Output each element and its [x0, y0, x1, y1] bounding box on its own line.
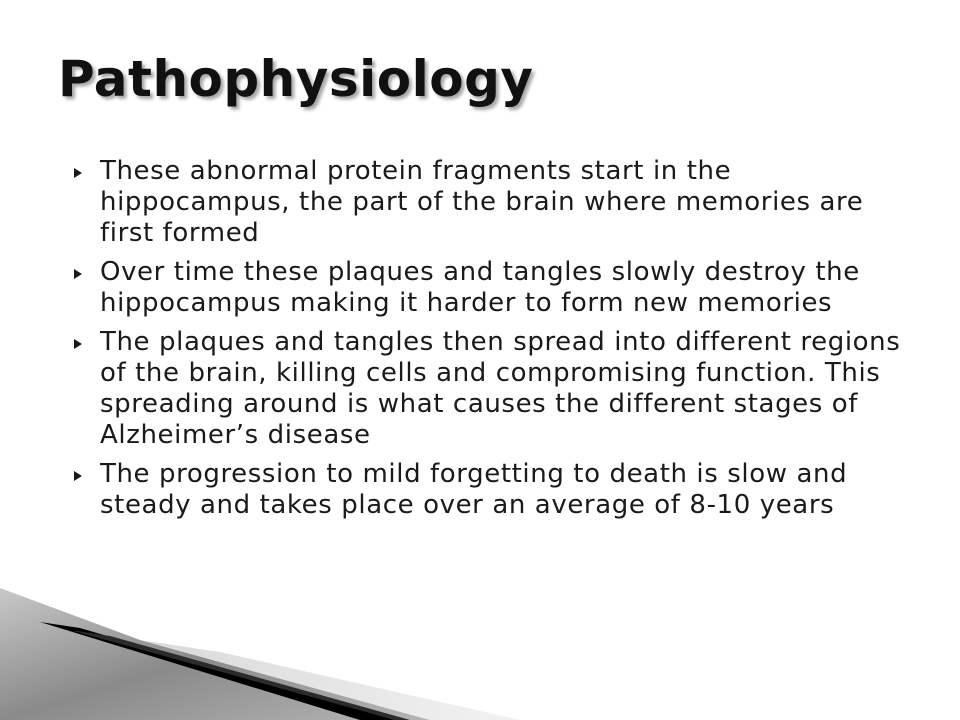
slide-title: Pathophysiology — [58, 50, 534, 108]
bullet-list — [74, 156, 904, 529]
bullet-arrow-icon — [74, 269, 82, 279]
bullet-arrow-icon — [74, 168, 82, 178]
bullet-text: The plaques and tangles then spread into different regions of the brain, killing cells and compromising function. This spreading around is what causes the different stages of Alzheimer’s disease — [100, 327, 901, 450]
decor-gray-band — [0, 588, 430, 720]
bullet-item — [74, 459, 904, 521]
bullet-text: The progression to mild forgetting to death is slow and steady and takes place over an average of 8-10 years — [100, 459, 848, 520]
decor-thin-stripe — [70, 630, 410, 720]
bullet-arrow-icon — [74, 339, 82, 349]
bullet-text: Over time these plaques and tangles slowly destroy the hippocampus making it harder to form new memories — [100, 257, 860, 318]
bullet-item — [74, 327, 904, 451]
bullet-arrow-icon — [74, 471, 82, 481]
bullet-item — [74, 156, 904, 249]
decor-light-band — [140, 640, 520, 720]
decor-dark-stripe — [40, 622, 395, 720]
bullet-text: These abnormal protein fragments start in the hippocampus, the part of the brain where memories are first formed — [100, 156, 864, 248]
bullet-item — [74, 257, 904, 319]
